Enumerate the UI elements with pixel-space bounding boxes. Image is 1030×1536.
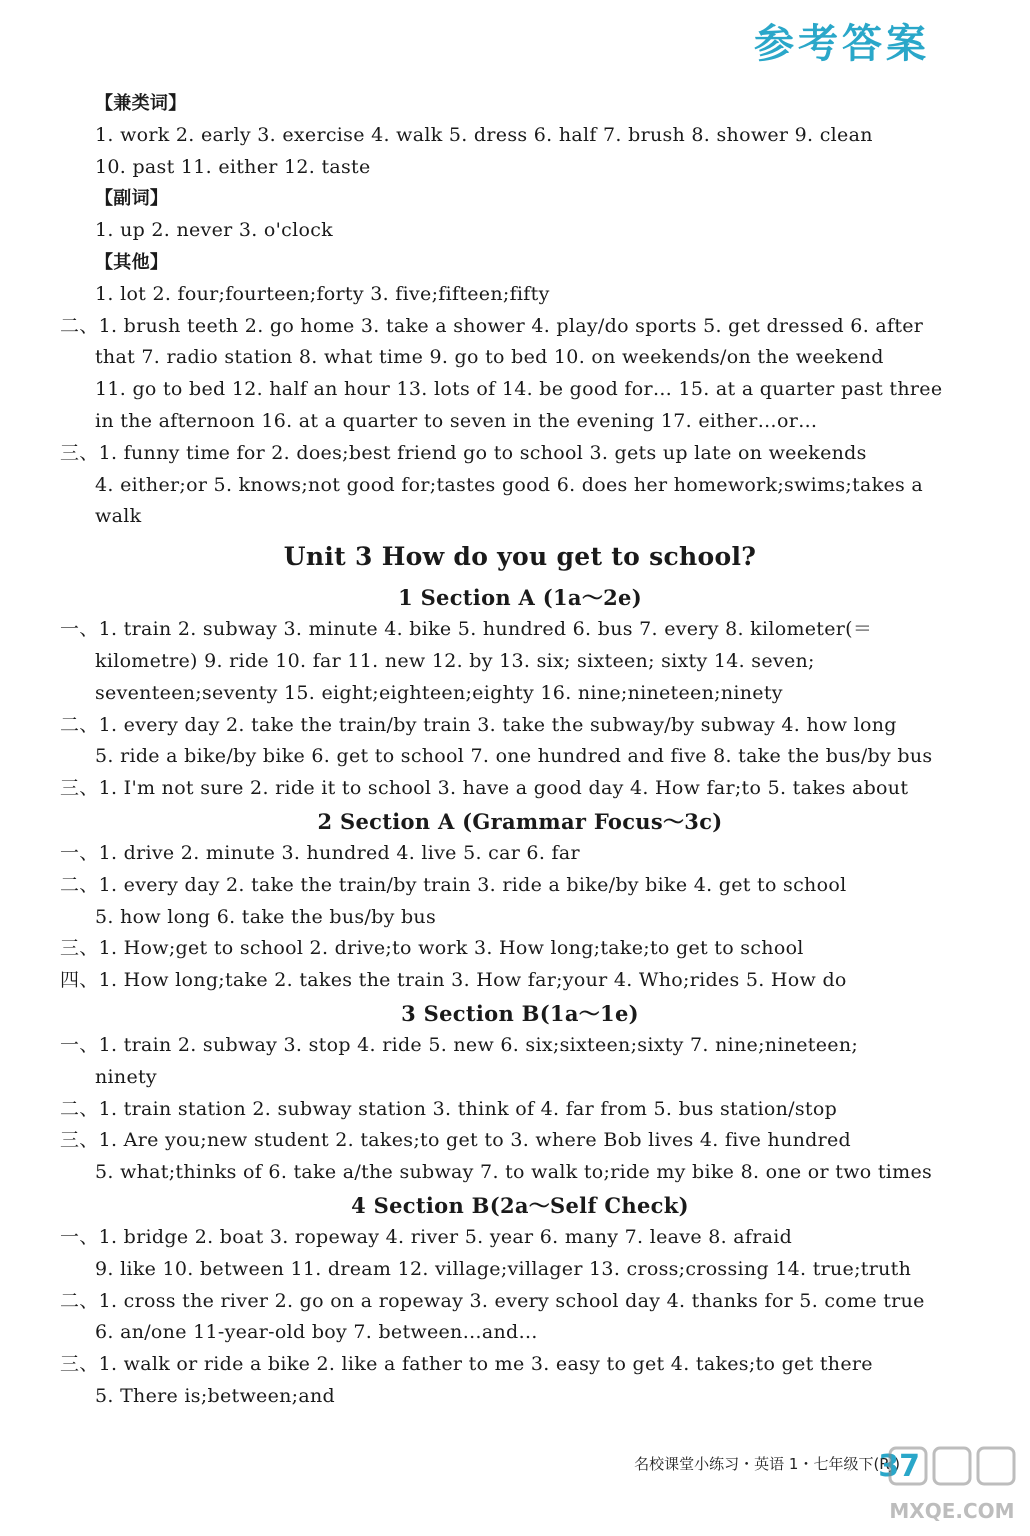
answer-line: 1. up 2. never 3. o'clock bbox=[95, 219, 333, 242]
answer-line: 11. go to bed 12. half an hour 13. lots of 14. be good for… 15. at a quarter past three bbox=[95, 378, 943, 401]
page-number: 37 bbox=[878, 1449, 920, 1484]
section-heading: 4 Section B(2a～Self Check) bbox=[351, 1192, 689, 1218]
answer-line: 一、1. drive 2. minute 3. hundred 4. live 5. car 6. far bbox=[60, 841, 580, 864]
answer-line: 二、1. every day 2. take the train/by train 3. ride a bike/by bike 4. get to school bbox=[60, 873, 847, 896]
svg-text:MXQE.COM: MXQE.COM bbox=[889, 1499, 1015, 1523]
unit-title: Unit 3 How do you get to school? bbox=[283, 542, 757, 572]
answer-line: 二、1. cross the river 2. go on a ropeway 3. every school day 4. thanks for 5. come true bbox=[60, 1289, 925, 1312]
answer-line: seventeen;seventy 15. eight;eighteen;eighty 16. nine;nineteen;ninety bbox=[95, 681, 783, 704]
section-heading: 2 Section A (Grammar Focus～3c) bbox=[317, 808, 723, 834]
answer-key-title: 参考答案 bbox=[754, 21, 930, 67]
answer-line: 三、1. funny time for 2. does;best friend go to school 3. gets up late on weekends bbox=[60, 441, 867, 464]
answer-line: 三、1. Are you;new student 2. takes;to get to 3. where Bob lives 4. five hundred bbox=[60, 1129, 851, 1152]
answer-line: in the afternoon 16. at a quarter to seven in the evening 17. either…or… bbox=[95, 409, 818, 432]
answer-line: 4. either;or 5. knows;not good for;tastes good 6. does her homework;swims;takes a bbox=[95, 473, 924, 496]
answer-content bbox=[60, 88, 943, 1413]
answer-line: 三、1. walk or ride a bike 2. like a father to me 3. easy to get 4. takes;to get there bbox=[60, 1353, 873, 1376]
answer-line: 5. what;thinks of 6. take a/the subway 7. to walk to;ride my bike 8. one or two times bbox=[95, 1161, 933, 1184]
answer-line: that 7. radio station 8. what time 9. go to bed 10. on weekends/on the weekend bbox=[95, 346, 884, 369]
section-heading: 3 Section B(1a～1e) bbox=[401, 1000, 639, 1026]
answer-line: ninety bbox=[95, 1065, 157, 1088]
answer-line: 四、1. How long;take 2. takes the train 3. How far;your 4. Who;rides 5. How do bbox=[60, 969, 847, 992]
answer-line: 1. lot 2. four;fourteen;forty 3. five;fifteen;fifty bbox=[95, 282, 550, 305]
answer-line: 三、1. How;get to school 2. drive;to work 3. How long;take;to get to school bbox=[60, 937, 804, 960]
section-heading: 1 Section A (1a～2e) bbox=[398, 585, 642, 611]
answer-line: 一、1. train 2. subway 3. stop 4. ride 5. new 6. six;sixteen;sixty 7. nine;nineteen; bbox=[60, 1033, 859, 1056]
watermark-logo-icon bbox=[882, 1440, 1022, 1530]
footer-book-title: 名校课堂小练习・英语 1・七年级下(RJ) bbox=[634, 1455, 900, 1473]
category-heading: 【副词】 bbox=[95, 188, 169, 210]
answer-line: 6. an/one 11-year-old boy 7. between…and… bbox=[95, 1321, 538, 1344]
answer-line: 三、1. I'm not sure 2. ride it to school 3. have a good day 4. How far;to 5. takes about bbox=[60, 777, 909, 800]
answer-line: walk bbox=[95, 505, 142, 528]
answer-line: 一、1. train 2. subway 3. minute 4. bike 5. hundred 6. bus 7. every 8. kilometer(＝ bbox=[60, 618, 873, 641]
answer-line: 二、1. train station 2. subway station 3. think of 4. far from 5. bus station/stop bbox=[60, 1097, 838, 1120]
answer-line: 10. past 11. either 12. taste bbox=[95, 155, 371, 178]
answer-line: 二、1. brush teeth 2. go home 3. take a shower 4. play/do sports 5. get dressed 6. after bbox=[60, 314, 924, 337]
category-heading: 【兼类词】 bbox=[95, 93, 187, 114]
answer-line: 5. ride a bike/by bike 6. get to school 7. one hundred and five 8. take the bus/by bus bbox=[95, 745, 933, 768]
answer-line: kilometre) 9. ride 10. far 11. new 12. by 13. six; sixteen; sixty 14. seven; bbox=[95, 649, 815, 672]
category-heading: 【其他】 bbox=[95, 251, 169, 273]
answer-line: 1. work 2. early 3. exercise 4. walk 5. dress 6. half 7. brush 8. shower 9. clean bbox=[95, 123, 873, 146]
answer-line: 二、1. every day 2. take the train/by train 3. take the subway/by subway 4. how long bbox=[60, 713, 897, 736]
answer-line: 一、1. bridge 2. boat 3. ropeway 4. river 5. year 6. many 7. leave 8. afraid bbox=[60, 1225, 793, 1248]
answer-line: 5. how long 6. take the bus/by bus bbox=[95, 905, 437, 928]
answer-line: 9. like 10. between 11. dream 12. village;villager 13. cross;crossing 14. true;truth bbox=[95, 1257, 912, 1280]
answer-line: 5. There is;between;and bbox=[95, 1384, 335, 1407]
